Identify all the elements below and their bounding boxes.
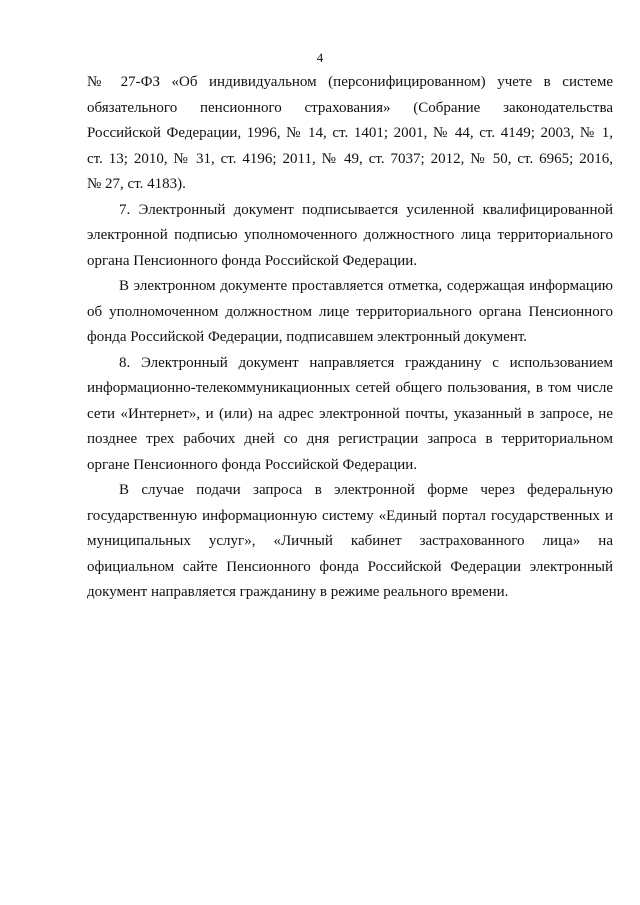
text-line: государственную информационную систему «Единый портал государственных и — [87, 507, 613, 524]
text-line: В электронном документе проставляется отметка, содержащая информацию — [119, 278, 613, 294]
text-line: ст. 13; 2010, № 31, ст. 4196; 2011, № 49, ст. 7037; 2012, № 50, ст. 6965; 2016, — [87, 150, 613, 167]
text-line: В случае подачи запроса в электронной форме через федеральную — [119, 482, 613, 498]
paragraph-law-reference — [87, 70, 613, 198]
text-line: официальном сайте Пенсионного фонда Российской Федерации электронный — [87, 558, 613, 575]
text-line: № 27, ст. 4183). — [87, 176, 186, 192]
text-line: фонда Российской Федерации, подписавшем электронный документ. — [87, 329, 528, 345]
paragraph-item-8 — [87, 351, 613, 479]
text-line: органе Пенсионного фонда Российской Федерации. — [87, 456, 418, 473]
text-line: Российской Федерации, 1996, № 14, ст. 1401; 2001, № 44, ст. 4149; 2003, № 1, — [87, 125, 613, 141]
page-number: 4 — [316, 50, 324, 65]
paragraph-signature-mark — [87, 274, 613, 351]
text-line: 8. Электронный документ направляется гражданину с использованием — [119, 354, 613, 371]
document-body — [87, 70, 613, 606]
text-line: об уполномоченном должностном лице территориального органа Пенсионного — [87, 303, 613, 320]
text-line: позднее трех рабочих дней со дня регистрации запроса в территориальном — [87, 431, 613, 447]
text-line: муниципальных услуг», «Личный кабинет застрахованного лица» на — [87, 533, 613, 549]
paragraph-item-7 — [87, 198, 613, 275]
text-line: 7. Электронный документ подписывается усиленной квалифицированной — [119, 201, 613, 218]
text-line: органа Пенсионного фонда Российской Федерации. — [87, 252, 418, 269]
text-line: № 27-ФЗ «Об индивидуальном (персонифицированном) учете в системе — [87, 74, 613, 90]
text-line: обязательного пенсионного страхования» (Собрание законодательства — [87, 99, 613, 116]
text-line: электронной подписью уполномоченного должностного лица территориального — [87, 227, 613, 243]
text-line: информационно-телекоммуникационных сетей общего пользования, в том числе — [87, 380, 613, 396]
paragraph-electronic-request — [87, 478, 613, 606]
text-line: сети «Интернет», и (или) на адрес электронной почты, указанный в запросе, не — [87, 405, 613, 422]
text-line: документ направляется гражданину в режиме реального времени. — [87, 584, 509, 600]
